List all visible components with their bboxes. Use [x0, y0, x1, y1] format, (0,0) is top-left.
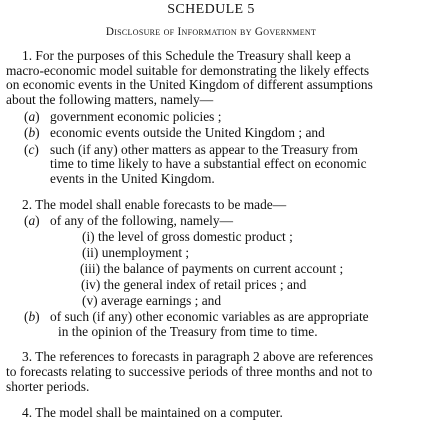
paragraph-1-line-3: on economic events in the United Kingdom of different assumptions [6, 77, 373, 92]
paragraph-1-line-4: about the following matters, namely— [6, 92, 214, 107]
item-text: government economic policies ; [50, 109, 222, 124]
paragraph-3-line-2: to forecasts relating to successive periods of three months and not to [6, 364, 373, 379]
item-text-line-1: such (if any) other matters as appear to the Treasury from [50, 142, 358, 157]
item-label: (b) [24, 309, 40, 324]
paragraph-2-line-1: 2. The model shall enable forecasts to be made— [22, 197, 287, 212]
subitem: (i) the level of gross domestic product ; [82, 229, 293, 244]
paragraph-4-line-1: 4. The model shall be maintained on a computer. [22, 405, 283, 420]
item-text: of any of the following, namely— [50, 213, 233, 228]
subitem: (iv) the general index of retail prices ; and [81, 277, 307, 292]
item-text-line-2: in the opinion of the Treasury from time to time. [58, 324, 318, 339]
paragraph-3-line-3: shorter periods. [6, 379, 90, 394]
paragraph-1-line-1: 1. For the purposes of this Schedule the Treasury shall keep a [22, 48, 351, 63]
item-label: (c) [24, 142, 39, 157]
item-label: (a) [24, 213, 40, 228]
item-label: (b) [24, 125, 40, 140]
subitem: (v) average earnings ; and [82, 293, 222, 308]
subitem: (iii) the balance of payments on current account ; [80, 261, 344, 276]
item-text: economic events outside the United Kingdom ; and [50, 125, 325, 140]
item-text-line-1: of such (if any) other economic variables as are appropriate [50, 309, 369, 324]
paragraph-3-line-1: 3. The references to forecasts in paragraph 2 above are references [22, 349, 374, 364]
schedule-title: SCHEDULE 5 [167, 2, 255, 17]
item-label: (a) [24, 109, 40, 124]
item-text-line-3: events in the United Kingdom. [50, 171, 215, 186]
paragraph-1-line-2: macro-economic model suitable for demonstrating the likely effects [6, 63, 370, 78]
subitem: (ii) unemployment ; [82, 245, 190, 260]
schedule-subtitle: Disclosure of Information by Government [105, 26, 317, 38]
item-text-line-2: time to time likely to have a substantial effect on economic [50, 156, 367, 171]
